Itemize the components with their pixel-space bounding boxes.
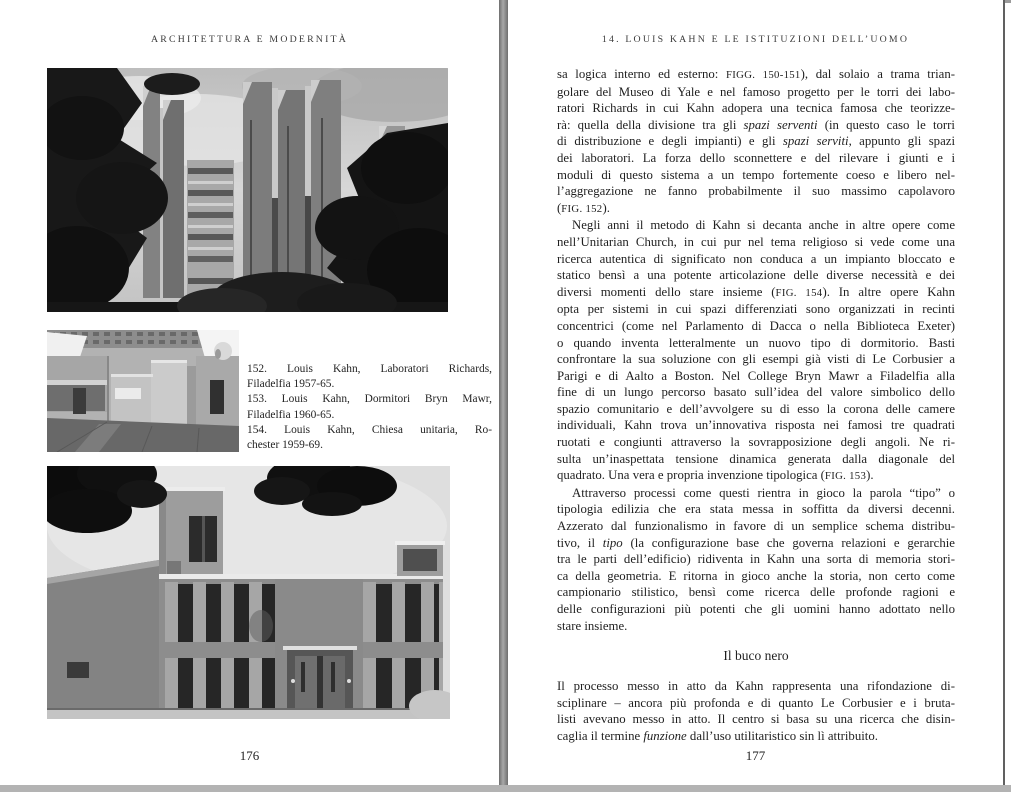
figure-153-photo-bryn-mawr-interior xyxy=(47,330,239,452)
left-page-number: 176 xyxy=(239,748,260,763)
bryn-mawr-interior-illustration xyxy=(47,330,239,452)
body-text-column xyxy=(557,66,955,745)
richards-labs-illustration xyxy=(47,68,448,312)
scan-right-edge xyxy=(1003,0,1005,792)
body-paragraphs-after-heading: Il processo messo in atto da Kahn rappresenta una rifondazione di- sciplinare – ancora più profonda e di quanto Le Corbusier e i bruta- listi avevano messo in atto. Il centro si basa su una ricerca che disin- caglia il termine funzione dall’uso utilitaristico sin lì attribuito. xyxy=(557,679,955,743)
scan-bottom-edge xyxy=(0,785,1011,792)
unitarian-church-illustration xyxy=(47,466,450,719)
page-gutter xyxy=(499,0,508,792)
page-right xyxy=(508,0,1003,792)
page-left xyxy=(0,0,499,792)
figure-154-photo-unitarian-church xyxy=(47,466,450,719)
left-running-head: ARCHITETTURA E MODERNITÀ xyxy=(150,34,349,45)
section-heading: Il buco nero xyxy=(723,648,789,664)
body-paragraphs: sa logica interno ed esterno: FIGG. 150-151), dal solaio a trama trian- golare del Museo di Yale e nel famoso progetto per le torri dei labo- ratori Richards in cui Kahn adopera una tecnica famosa che teorizze- rà: quella della divisione tra gli spazi serventi (in questo caso le torri di distribuzione e degli impianti) e gli spazi serviti, appunto gli spazi dei laboratori. La forza dello sconnettere e del rilevare i giunti e i moduli di questo sistema a un tempo fortemente coeso e libero nel- l’aggregazione ne fanno probabilmente il suo massimo capolavoro (FIG. 152). Negli anni il metodo di Kahn si decanta anche in altre opere come nell’Unitarian Church, in cui pur nel tema religioso si vede come una ricerca autentica di significato non conduca a un impianto bloccato e statico bensì a una potente articolazione delle diverse necessità e dei diversi momenti dello stare insieme (FIG. 154). In altre opere Kahn opta per sistemi in cui spazi differenziati sono organizzati in recinti concentrici (come nel Parlamento di Dacca o nella Biblioteca Exeter) o quando inventa letteralmente un nuovo tipo di dormitorio. Basti confrontare la sua soluzione con gli esempi già visti di Le Corbusier a Parigi e di Aalto a Boston. Nel College Bryn Mawr a Filadelfia alla fine di un lungo percorso basato sull’idea del valore simbolico dello spazio comunitario e dell’avvolgere su di esso la corona delle camere individuali, Kahn trova un’innovativa risposta nei famosi tre quadrati ruotati e congiunti attraverso la sovrapposizione degli angoli. Ne ri- sulta un’inaspettata tensione dinamica generata dalla diagonale del quadrato. Una vera e propria invenzione tipologica (FIG. 153). Attraverso processi come questi rientra in gioco la parola “tipo” o tipologia edilizia che era stata messa in soffitta da diversi decenni. Azzerato dal funzionalismo in favore di un semplice schema distribu- tivo, il tipo (la configurazione base che governa relazioni e gerarchie tra le parti dell’edificio) ridiventa in Kahn una sorta di memoria stori- ca della geometria. E ritorna in gioco anche la storia, non certo come campionario stilistico, bensì come ricerca delle profonde ragioni e delle configurazioni più potenti che gli uomini hanno adottato nello stare insieme. xyxy=(557,67,956,633)
right-page-number: 177 xyxy=(745,748,766,763)
figure-captions: 152. Louis Kahn, Laboratori Richards, Filadelfia 1957-65. 153. Louis Kahn, Dormitori Bryn Mawr, Filadelfia 1960-65. 154. Louis Kahn, Chiesa unitaria, Ro- chester 1959-69. xyxy=(247,363,492,452)
right-running-head: 14. LOUIS KAHN E LE ISTITUZIONI DELL’UOMO xyxy=(601,34,910,45)
figure-152-photo-richards-labs xyxy=(47,68,448,312)
